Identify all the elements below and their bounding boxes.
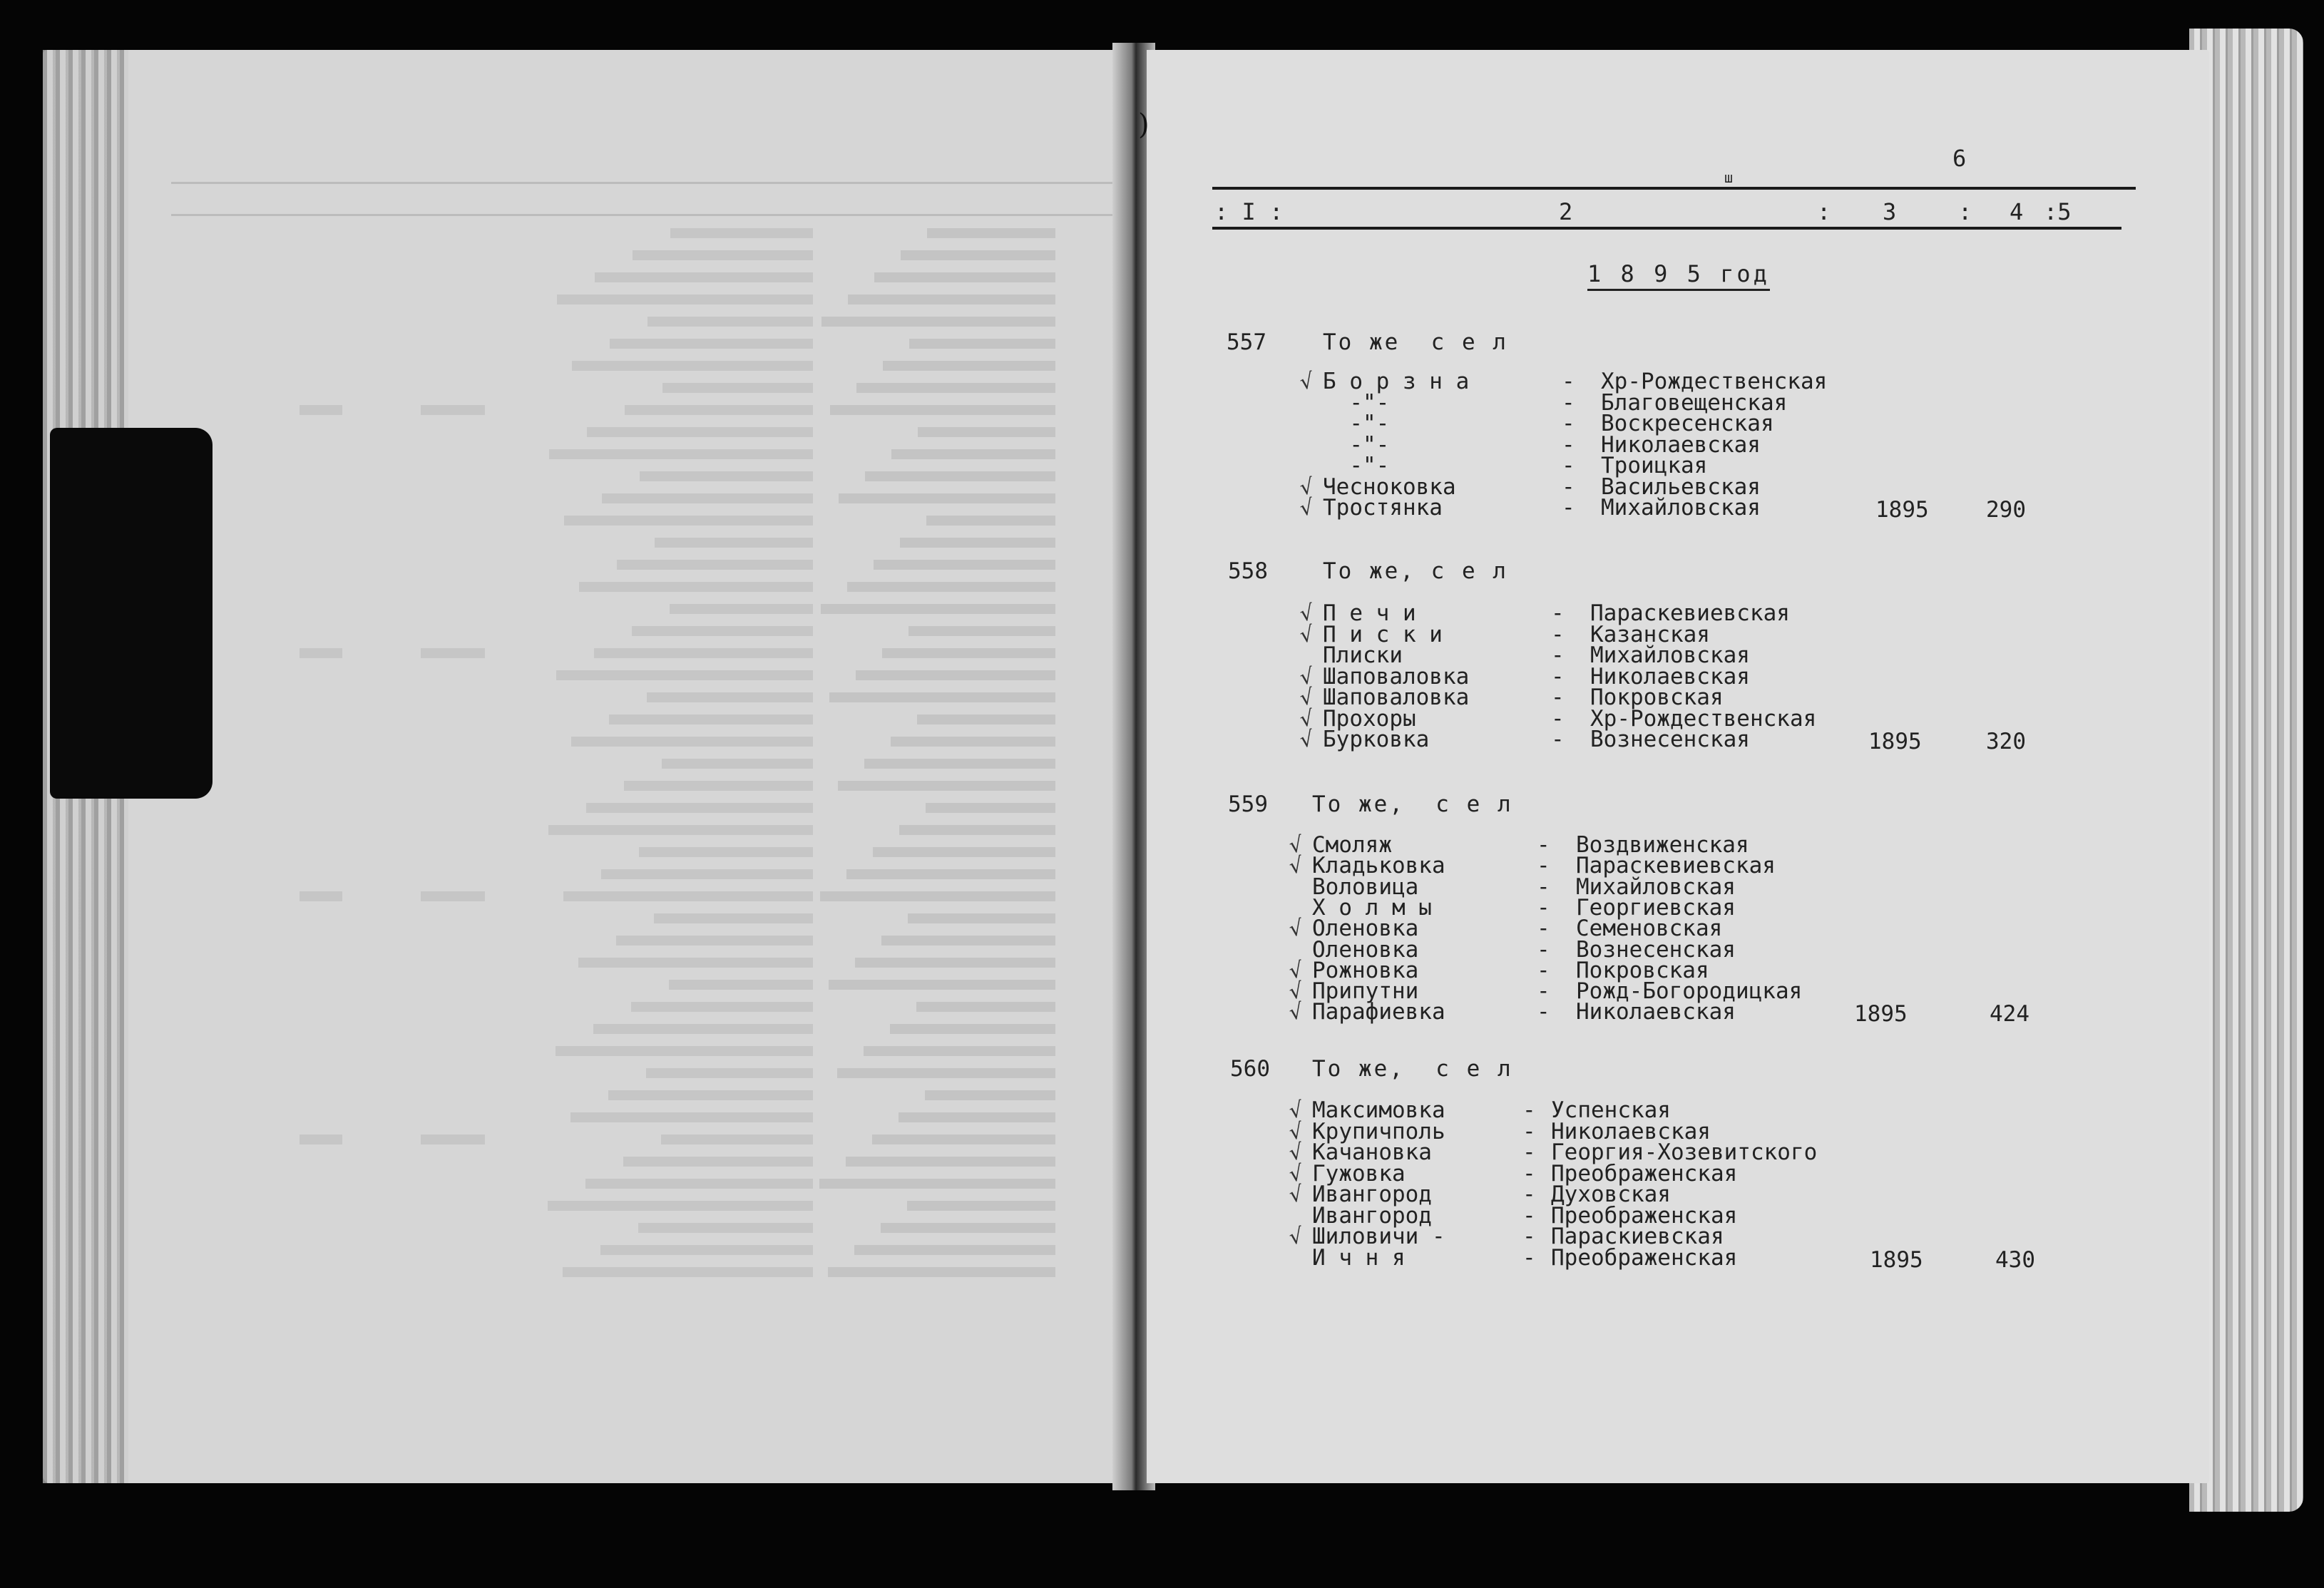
bleed-through-rule	[171, 214, 1112, 216]
church-name: Васильевская	[1601, 473, 1761, 500]
church-name: Воскресенская	[1601, 411, 1774, 436]
bleed-through-line	[214, 891, 1112, 904]
church-name: Семеновская	[1576, 916, 1723, 942]
entry-count: 320	[1986, 729, 2026, 754]
place-name: -"-	[1323, 431, 1390, 458]
place-name: Плиски	[1323, 642, 1403, 668]
church-name: Хр-Рождественская	[1590, 705, 1817, 732]
place-name: -"-	[1323, 389, 1390, 416]
church-name: Благовещенская	[1601, 389, 1788, 416]
place-name: Шаповаловка	[1323, 685, 1470, 710]
entry-number: 559	[1228, 792, 1268, 817]
bleed-through-line	[214, 339, 1112, 352]
row-dash: -	[1522, 1182, 1536, 1207]
row-dash: -	[1562, 411, 1575, 436]
bleed-through-line	[214, 560, 1112, 573]
church-name: Георгиевская	[1576, 894, 1736, 921]
entry-number: 557	[1227, 329, 1266, 355]
bleed-through-line	[214, 516, 1112, 528]
column-header-sep: :	[1958, 198, 1972, 225]
place-name: Ивангород	[1312, 1202, 1432, 1229]
row-dash: -	[1551, 727, 1565, 752]
church-name: Михайловская	[1576, 874, 1736, 900]
church-name: Георгия-Хозевитского	[1551, 1139, 1818, 1165]
bleed-through-line	[214, 1002, 1112, 1015]
bleed-through-line	[214, 405, 1112, 418]
place-name: П е ч и	[1323, 600, 1416, 626]
bleed-through-rule	[171, 182, 1112, 184]
row-dash: -	[1551, 663, 1565, 690]
church-name: Воздвиженская	[1576, 832, 1749, 858]
place-name: Припутни	[1312, 978, 1419, 1005]
bleed-through-line	[214, 1068, 1112, 1081]
church-name: Преображенская	[1551, 1202, 1738, 1229]
bleed-through-line	[214, 493, 1112, 506]
row-dash: -	[1522, 1097, 1536, 1123]
header-mark: ш	[1724, 169, 1734, 186]
place-name: -"-	[1323, 453, 1390, 478]
entry-year: 1895	[1868, 729, 1922, 754]
bleed-through-line	[214, 1090, 1112, 1103]
check-mark-icon: √	[1298, 726, 1316, 754]
place-name: Кладьковка	[1312, 853, 1445, 879]
church-name: Параскевиевская	[1576, 853, 1776, 879]
check-mark-icon: √	[1298, 663, 1316, 690]
church-name: Параскевиевская	[1590, 600, 1790, 626]
row-dash: -	[1537, 874, 1550, 900]
check-mark-icon: √	[1298, 368, 1316, 396]
column-header-1: : I :	[1214, 198, 1284, 225]
bleed-through-line	[214, 1112, 1112, 1125]
check-mark-icon: √	[1287, 978, 1306, 1005]
black-bookmark-tab	[50, 428, 213, 799]
place-name: Шиловичи -	[1312, 1224, 1445, 1249]
church-name: Троицкая	[1601, 453, 1708, 478]
church-name: Михайловская	[1601, 495, 1761, 521]
check-mark-icon: √	[1298, 621, 1316, 648]
year-title: 1 8 9 5 год	[1587, 260, 1770, 291]
bleed-through-line	[214, 1201, 1112, 1214]
bleed-through-line	[214, 449, 1112, 462]
church-name: Преображенская	[1551, 1160, 1738, 1187]
entry-count: 430	[1995, 1246, 2035, 1273]
column-header-3: 3	[1883, 198, 1897, 225]
entry-heading: То же, с е л	[1323, 558, 1508, 584]
place-name: -"-	[1323, 411, 1390, 436]
bleed-through-line	[214, 1046, 1112, 1059]
bleed-through-line	[214, 847, 1112, 860]
header-bottom-rule	[1212, 227, 2121, 230]
check-mark-icon: √	[1287, 1118, 1306, 1145]
place-name: Чесноковка	[1323, 473, 1456, 500]
church-name: Николаевская	[1590, 663, 1750, 690]
place-name: Х о л м ы	[1312, 894, 1432, 921]
bleed-through-line	[214, 1134, 1112, 1147]
check-mark-icon: √	[1298, 705, 1316, 732]
bleed-through-line	[214, 383, 1112, 396]
bleed-through-line	[214, 648, 1112, 661]
check-mark-icon: √	[1287, 852, 1306, 880]
place-name: П и с к и	[1323, 621, 1443, 647]
row-dash: -	[1551, 621, 1565, 647]
bleed-through-line	[214, 692, 1112, 705]
row-dash: -	[1551, 642, 1565, 668]
church-name: Рожд-Богородицкая	[1576, 978, 1803, 1005]
church-name: Михайловская	[1590, 642, 1750, 668]
place-name: Смоляж	[1312, 832, 1392, 858]
bleed-through-line	[214, 737, 1112, 749]
place-name: Ивангород	[1312, 1182, 1432, 1207]
bleed-through-line	[214, 250, 1112, 263]
place-name: Максимовка	[1312, 1097, 1445, 1123]
entry-heading: То же, с е л	[1312, 1056, 1513, 1082]
row-dash: -	[1562, 369, 1575, 394]
bleed-through-line	[214, 803, 1112, 816]
bleed-through-line	[214, 958, 1112, 970]
bleed-through-line	[214, 825, 1112, 838]
row-dash: -	[1537, 936, 1550, 963]
entry-year: 1895	[1870, 1246, 1923, 1273]
church-name: Покровская	[1576, 957, 1709, 983]
place-name: Парафиевка	[1312, 999, 1445, 1025]
bleed-through-line	[214, 582, 1112, 595]
row-dash: -	[1537, 853, 1550, 879]
row-dash: -	[1562, 473, 1575, 500]
place-name: Оленовка	[1312, 936, 1419, 963]
entry-count: 424	[1990, 1001, 2029, 1028]
place-name: Рожновка	[1312, 957, 1419, 983]
bleed-through-line	[214, 1267, 1112, 1280]
church-name: Хр-Рождественская	[1601, 369, 1828, 394]
bleed-through-line	[214, 936, 1112, 948]
page-number: 6	[1952, 145, 1967, 172]
church-name: Покровская	[1590, 685, 1724, 710]
bleed-through-line	[214, 670, 1112, 683]
place-name: Качановка	[1312, 1139, 1432, 1165]
row-dash: -	[1537, 916, 1550, 942]
bleed-through-line	[214, 1245, 1112, 1258]
row-dash: -	[1551, 600, 1565, 626]
row-dash: -	[1537, 999, 1550, 1025]
column-header-sep: :	[1817, 198, 1831, 225]
row-dash: -	[1522, 1202, 1536, 1229]
row-dash: -	[1537, 978, 1550, 1005]
check-mark-icon: √	[1287, 1097, 1306, 1125]
row-dash: -	[1551, 705, 1565, 732]
entry-year: 1895	[1875, 497, 1929, 523]
check-mark-icon: √	[1298, 600, 1316, 627]
check-mark-icon: √	[1287, 915, 1306, 943]
place-name: И ч н я	[1312, 1244, 1406, 1271]
bleed-through-line	[214, 714, 1112, 727]
page-corner-mark: )	[1138, 108, 1150, 141]
row-dash: -	[1522, 1118, 1536, 1144]
church-name: Николаевская	[1551, 1118, 1711, 1144]
bleed-through-line	[214, 980, 1112, 993]
row-dash: -	[1537, 832, 1550, 858]
church-name: Вознесенская	[1590, 727, 1750, 752]
bleed-through-line	[214, 272, 1112, 285]
place-name: Б о р з н а	[1323, 369, 1470, 394]
check-mark-icon: √	[1298, 494, 1316, 522]
bleed-through-line	[214, 471, 1112, 484]
check-mark-icon: √	[1287, 1181, 1306, 1209]
church-name: Николаевская	[1576, 999, 1736, 1025]
row-dash: -	[1562, 495, 1575, 521]
row-dash: -	[1562, 453, 1575, 478]
place-name: Оленовка	[1312, 916, 1419, 942]
check-mark-icon: √	[1287, 998, 1306, 1026]
header-top-rule	[1212, 187, 2136, 190]
row-dash: -	[1522, 1160, 1536, 1187]
check-mark-icon: √	[1298, 684, 1316, 712]
bleed-through-line	[214, 604, 1112, 617]
bleed-through-line	[214, 1024, 1112, 1037]
column-header-5: :5	[2044, 198, 2072, 225]
bleed-through-line	[214, 538, 1112, 550]
place-name: Гужовка	[1312, 1160, 1406, 1187]
row-dash: -	[1562, 389, 1575, 416]
place-name: Крупичполь	[1312, 1118, 1445, 1144]
church-name: Духовская	[1551, 1182, 1671, 1207]
place-name: Прохоры	[1323, 705, 1416, 732]
bleed-through-line	[214, 427, 1112, 440]
bleed-through-line	[214, 317, 1112, 329]
bleed-through-line	[214, 228, 1112, 241]
entry-heading: То же, с е л	[1312, 792, 1513, 817]
entry-year: 1895	[1854, 1001, 1908, 1028]
entry-count: 290	[1986, 497, 2026, 523]
bleed-through-line	[214, 626, 1112, 639]
entry-number: 558	[1228, 558, 1268, 584]
place-name: Воловица	[1312, 874, 1419, 900]
bleed-through-line	[214, 1179, 1112, 1192]
row-dash: -	[1537, 894, 1550, 921]
church-name: Преображенская	[1551, 1244, 1738, 1271]
place-name: Бурковка	[1323, 727, 1430, 752]
bleed-through-line	[214, 869, 1112, 882]
place-name: Тростянка	[1323, 495, 1443, 521]
church-name: Параскиевская	[1551, 1224, 1724, 1249]
place-name: Шаповаловка	[1323, 663, 1470, 690]
check-mark-icon: √	[1287, 1223, 1306, 1251]
bleed-through-line	[214, 759, 1112, 772]
row-dash: -	[1562, 431, 1575, 458]
check-mark-icon: √	[1287, 1160, 1306, 1187]
check-mark-icon: √	[1298, 473, 1316, 501]
bleed-through-line	[214, 1223, 1112, 1236]
row-dash: -	[1522, 1244, 1536, 1271]
check-mark-icon: √	[1287, 831, 1306, 859]
bleed-through-line	[214, 913, 1112, 926]
row-dash: -	[1522, 1139, 1536, 1165]
row-dash: -	[1522, 1224, 1536, 1249]
column-header-2: 2	[1559, 198, 1573, 225]
check-mark-icon: √	[1287, 1139, 1306, 1167]
check-mark-icon: √	[1287, 957, 1306, 985]
row-dash: -	[1537, 957, 1550, 983]
row-dash: -	[1551, 685, 1565, 710]
church-name: Успенская	[1551, 1097, 1671, 1123]
bleed-through-line	[214, 294, 1112, 307]
church-name: Николаевская	[1601, 431, 1761, 458]
bleed-through-line	[214, 1157, 1112, 1169]
church-name: Вознесенская	[1576, 936, 1736, 963]
church-name: Казанская	[1590, 621, 1710, 647]
column-header-4: 4	[2010, 198, 2024, 225]
entry-number: 560	[1230, 1056, 1270, 1082]
entry-heading: То же с е л	[1323, 329, 1508, 355]
bleed-through-line	[214, 361, 1112, 374]
bleed-through-line	[214, 781, 1112, 794]
